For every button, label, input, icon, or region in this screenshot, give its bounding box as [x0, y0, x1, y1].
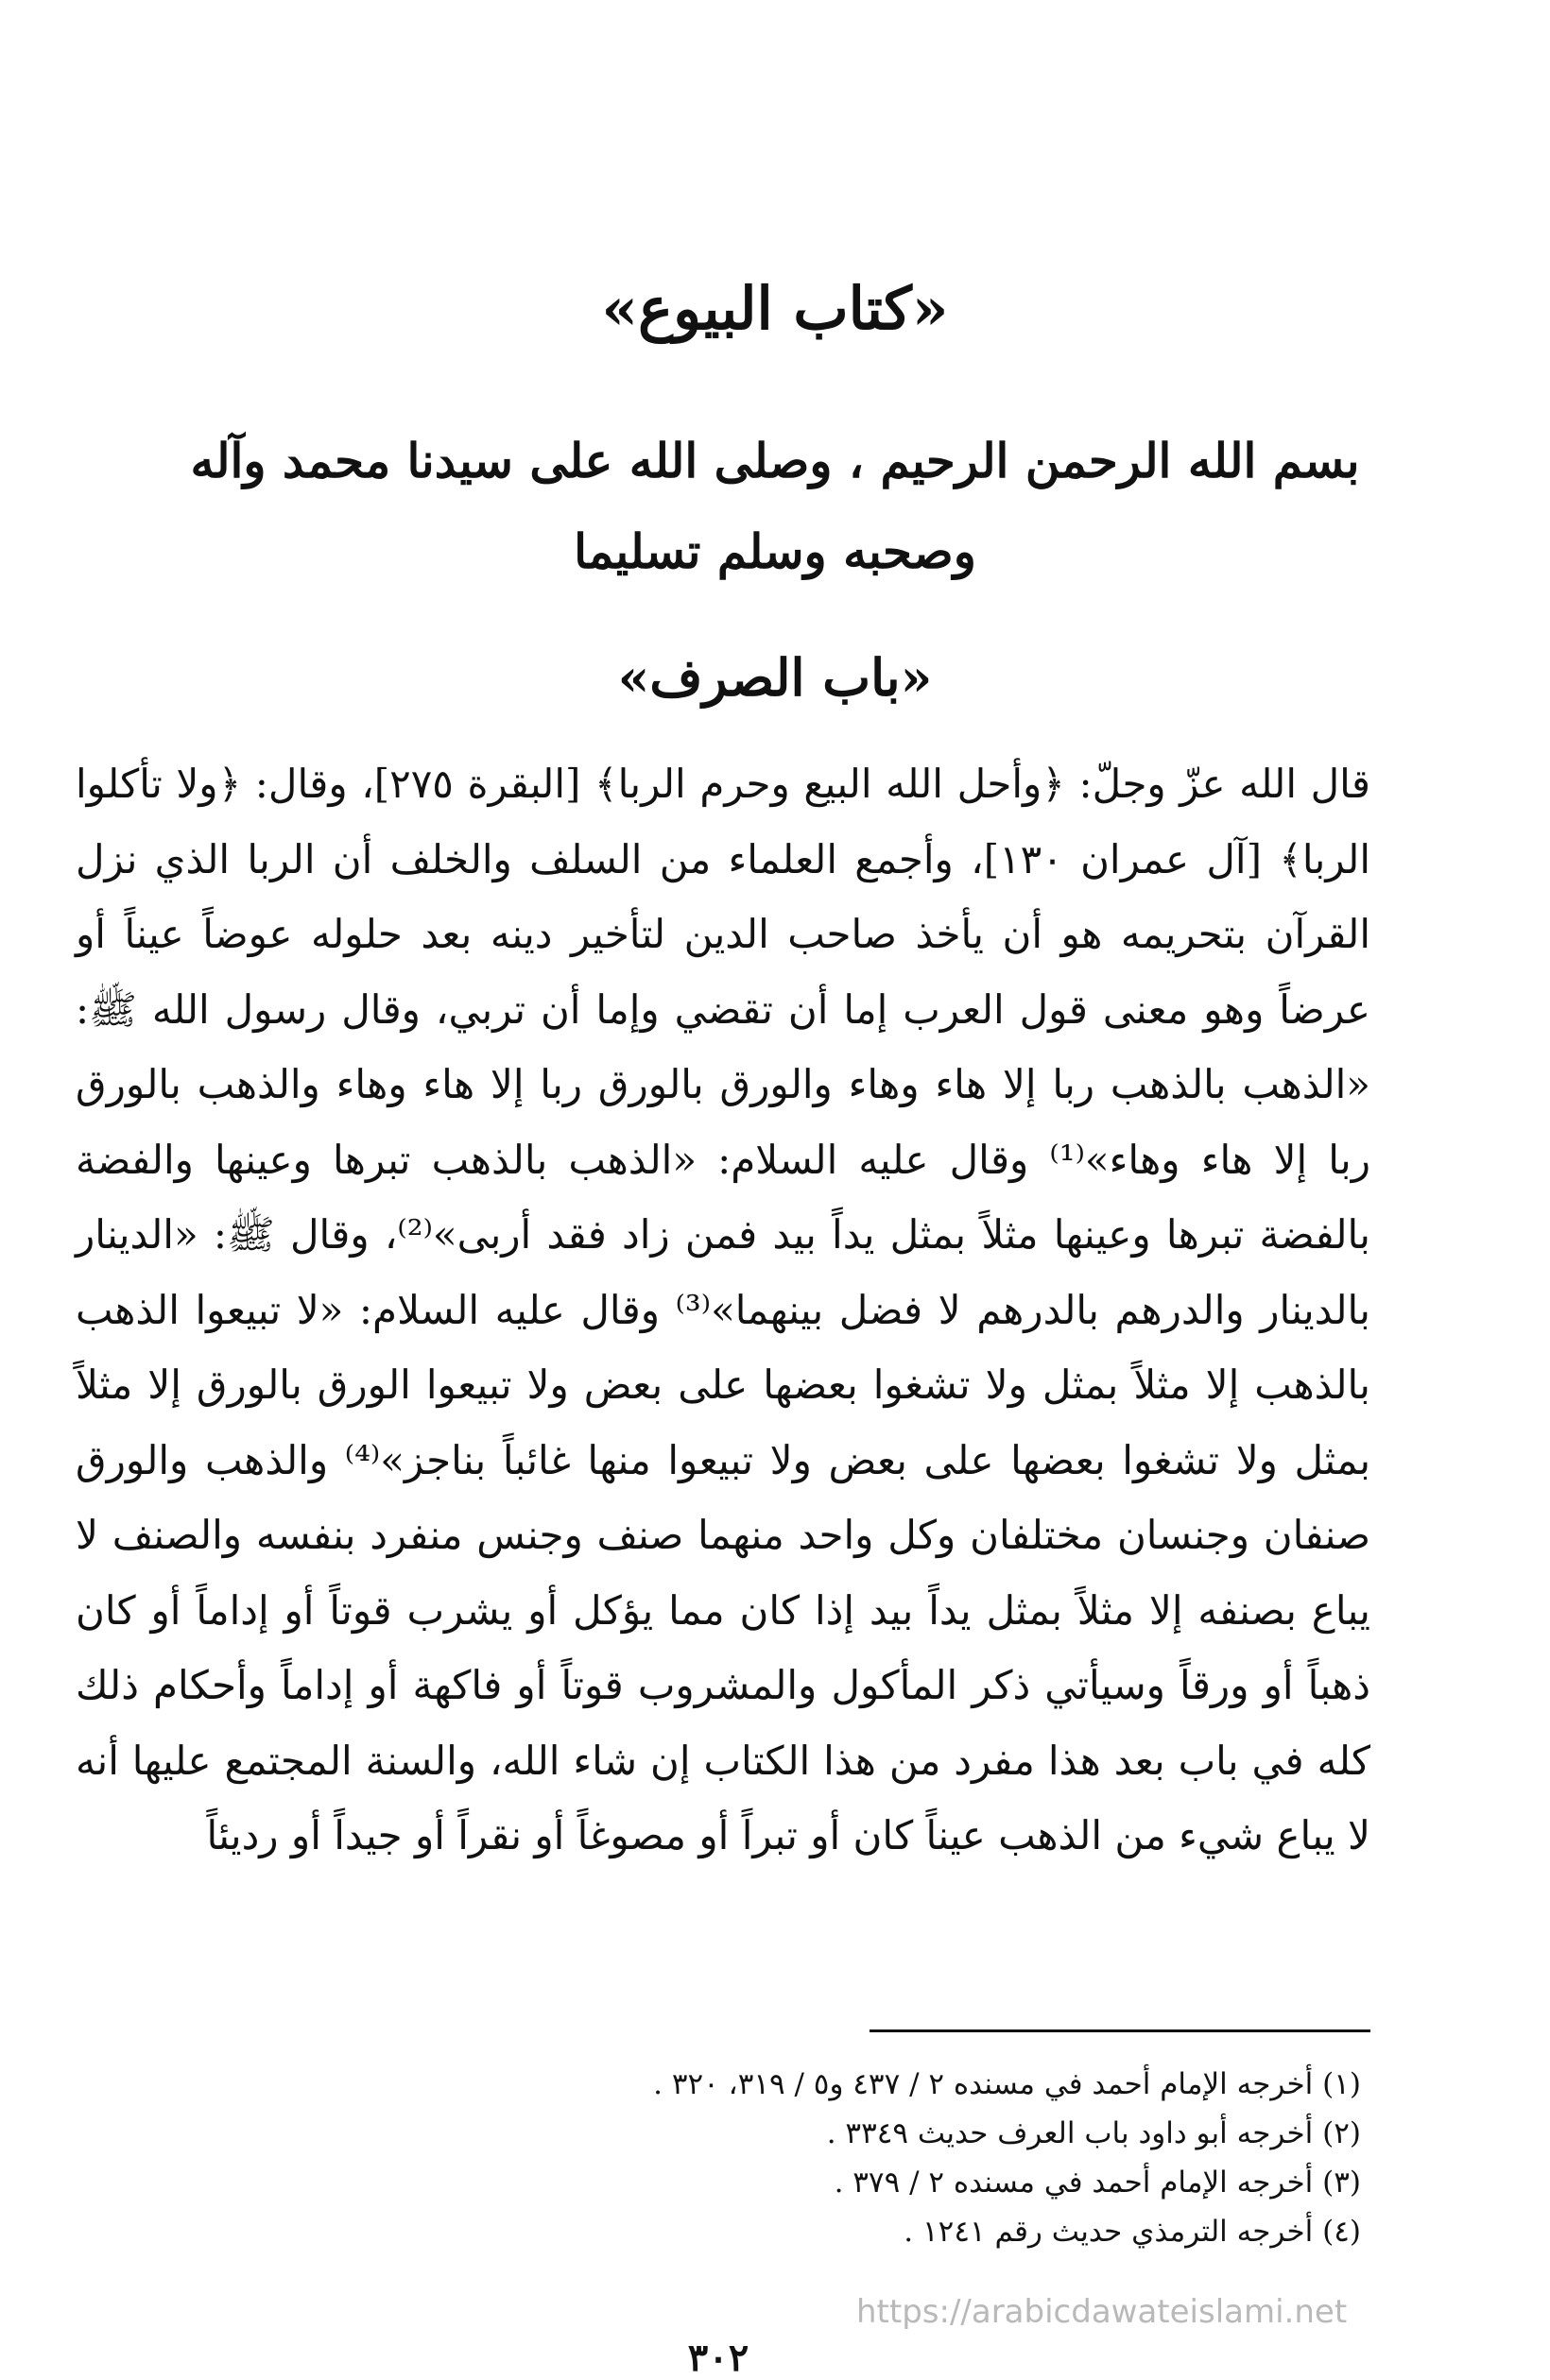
basmala-heading: بسم الله الرحمن الرحيم ، وصلى الله على سيدنا محمد وآله وصحبه وسلم تسليما	[190, 433, 1360, 579]
footnote-separator	[870, 2029, 1370, 2032]
chapter-title: «باب الصرف»	[617, 647, 933, 708]
page-number: ٣٠٢	[687, 2336, 749, 2380]
footnotes-list	[189, 2060, 1361, 2256]
footnote-4: (٤) أخرجه الترمذي حديث رقم ١٢٤١ .	[904, 2215, 1361, 2249]
website-watermark: https://arabicdawateislami.net	[856, 2293, 1348, 2331]
body-paragraph: قال الله عزّ وجلّ: ﴿وأحل الله البيع وحرم الربا﴾ [البقرة ٢٧٥]، وقال: ﴿ولا تأكلوا الربا﴾ [آل عمران ١٣٠]، وأجمع العلماء من السلف والخلف أن الربا الذي نزل القرآن بتحريمه هو أن يأخذ صاحب الدين لتأخير دينه بعد حلوله عوضاً عيناً أو عرضاً وهو معنى قول العرب إما أن تقضي وإما أن تربي، وقال رسول الله ﷺ: «الذهب بالذهب ربا إلا هاء وهاء والورق بالورق ربا إلا هاء وهاء والذهب بالورق ربا إلا هاء وهاء»⁽¹⁾ وقال عليه السلام: «الذهب بالذهب تبرها وعينها والفضة بالفضة تبرها وعينها مثلاً بمثل يداً بيد فمن زاد فقد أربى»⁽²⁾، وقال ﷺ: «الدينار بالدينار والدرهم بالدرهم لا فضل بينهما»⁽³⁾ وقال عليه السلام: «لا تبيعوا الذهب بالذهب إلا مثلاً بمثل ولا تشغوا بعضها على بعض ولا تبيعوا الورق بالورق إلا مثلاً بمثل ولا تشغوا بعضها على بعض ولا تبيعوا منها غائباً بناجز»⁽⁴⁾ والذهب والورق صنفان وجنسان مختلفان وكل واحد منهما صنف وجنس منفرد بنفسه والصنف لا يباع بصنفه إلا مثلاً بمثل يداً بيد إذا كان مما يؤكل أو يشرب قوتاً أو إداماً أو كان ذهباً أو ورقاً وسيأتي ذكر المأكول والمشروب قوتاً أو فاكهة أو إداماً وأحكام ذلك كله في باب بعد هذا مفرد من هذا الكتاب إن شاء الله، والسنة المجتمع عليها أنه لا يباع شيء من الذهب عيناً كان أو تبراً أو مصوغاً أو نقراً أو جيداً أو رديئاً	[76, 761, 1371, 1858]
footnote-3: (٣) أخرجه الإمام أحمد في مسنده ٢ / ٣٧٩ .	[834, 2166, 1361, 2200]
footnote-1: (١) أخرجه الإمام أحمد في مسنده ٢ / ٤٣٧ و٥ / ٣١٩، ٣٢٠ .	[653, 2067, 1361, 2101]
footnote-2: (٢) أخرجه أبو داود باب العرف حديث ٣٣٤٩ .	[826, 2116, 1361, 2150]
book-title: «كتاب البيوع»	[601, 274, 949, 343]
